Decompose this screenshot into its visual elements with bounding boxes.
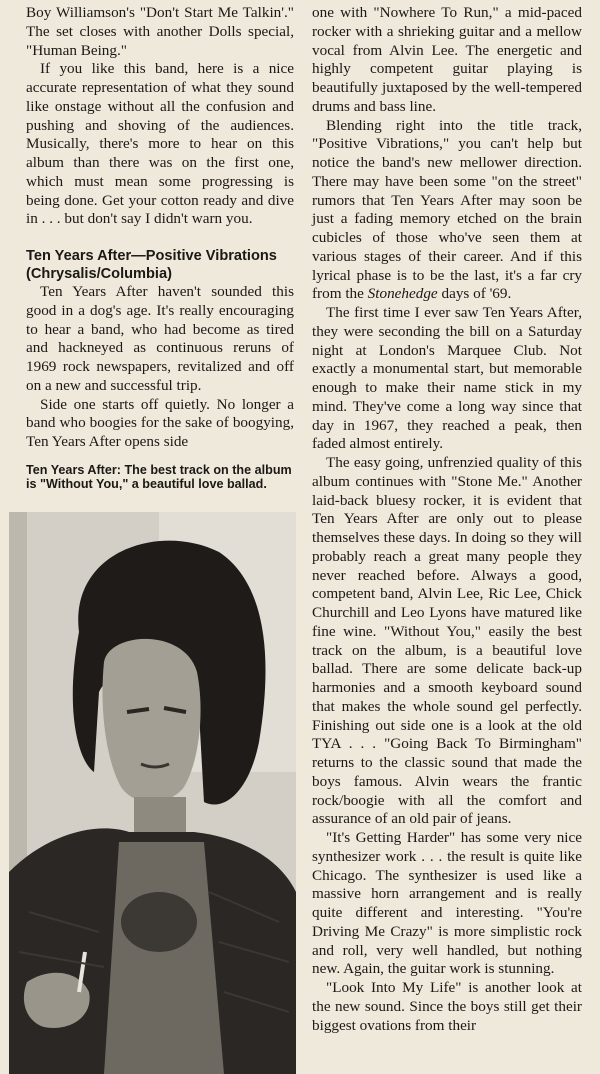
paragraph-text: days of '69. — [437, 285, 512, 303]
paragraph: The easy going, unfrenzied quality of this album continues with "Stone Me." Another laid-back bluesy rocker, it is evident that Ten Years After are only out to please themselves these days. In doing so they will probably reach a great many people they never reached before. Always a good, competent band, Alvin Lee, Ric Lee, Chick Churchill and Leo Lyons have matured like fine wine. "Without You," easily the best track on the album, is a beautiful love ballad. There are some delicate back-up harmonies and a smooth keyboard sound that makes the whole sound gel perfectly. Finishing out side one is a look at the old TYA . . . "Going Back To Birmingham" returns to the classic sound that made the boys famous. Alvin wears the frantic rock/boogie with all the comfort and assurance of an old pair of jeans. — [312, 454, 582, 828]
paragraph: one with "Nowhere To Run," a mid-paced rocker with a shrieking guitar and a mellow vocal from Alvin Lee. The energetic and highly competent guitar playing is beautifully juxtaposed by the well-tempered drums and bass line. — [312, 4, 582, 115]
album-title-italic: Stonehedge — [367, 285, 438, 303]
paragraph: The first time I ever saw Ten Years After, they were seconding the bill on a Saturday night at London's Marquee Club. Not exactly a monumental start, but memorable enough to make their name stick in my mind. They've come a long way since that day in 1967, they reached a peak, then faded almost entirely. — [312, 304, 582, 453]
paragraph: Boy Williamson's "Don't Start Me Talkin'." The set closes with another Dolls special, "Human Being." — [26, 4, 294, 59]
left-column — [26, 4, 294, 492]
review-heading-title: Ten Years After—Positive Vibrations — [26, 248, 277, 264]
paragraph-text: Blending right into the title track, "Positive Vibrations," you can't help but notice the band's new mellower direction. There may have been some "on the street" rumors that Ten Years After may soon be just a fading memory etched on the brain cubicles of those who've seen them at various stages of their career. And if this lyrical phase is to be the last, it's a far cry from the — [312, 116, 582, 303]
photo-caption: Ten Years After: The best track on the album is "Without You," a beautiful love ballad. — [26, 462, 292, 492]
paragraph: If you like this band, here is a nice accurate representation of what they sound like onstage without all the confusion and pushing and shoving of the audiences. Musically, there's more to hear on this album than there was on the first one, which must mean some progressing is being done. Get your cotton ready and dive in . . . but don't say I didn't warn you. — [26, 60, 294, 228]
paragraph: Ten Years After haven't sounded this good in a dog's age. It's really encouraging to hear a band, who had become as tired and hackneyed as continuous reruns of 1969 rock newspapers, revitalized and off on a new and successful trip. — [26, 283, 294, 394]
review-heading — [26, 247, 294, 283]
right-column — [312, 4, 582, 1035]
portrait-image — [9, 512, 296, 1074]
review-heading-label: (Chrysalis/Columbia) — [26, 266, 172, 282]
paragraph: "It's Getting Harder" has some very nice synthesizer work . . . the result is quite like Chicago. The synthesizer is used like a massive horn arrangement and is really quite different and interesting. "You're Driving Me Crazy" is more simplistic rock and roll, very well handled, but nothing new. Again, the guitar work is stunning. — [312, 829, 582, 978]
paragraph: Side one starts off quietly. No longer a band who boogies for the sake of boogying, Ten Years After opens side — [26, 395, 294, 450]
band-member-photo — [9, 512, 296, 1074]
paragraph: "Look Into My Life" is another look at the new sound. Since the boys still get their biggest ovations from their — [312, 979, 582, 1034]
paragraph — [312, 117, 582, 305]
